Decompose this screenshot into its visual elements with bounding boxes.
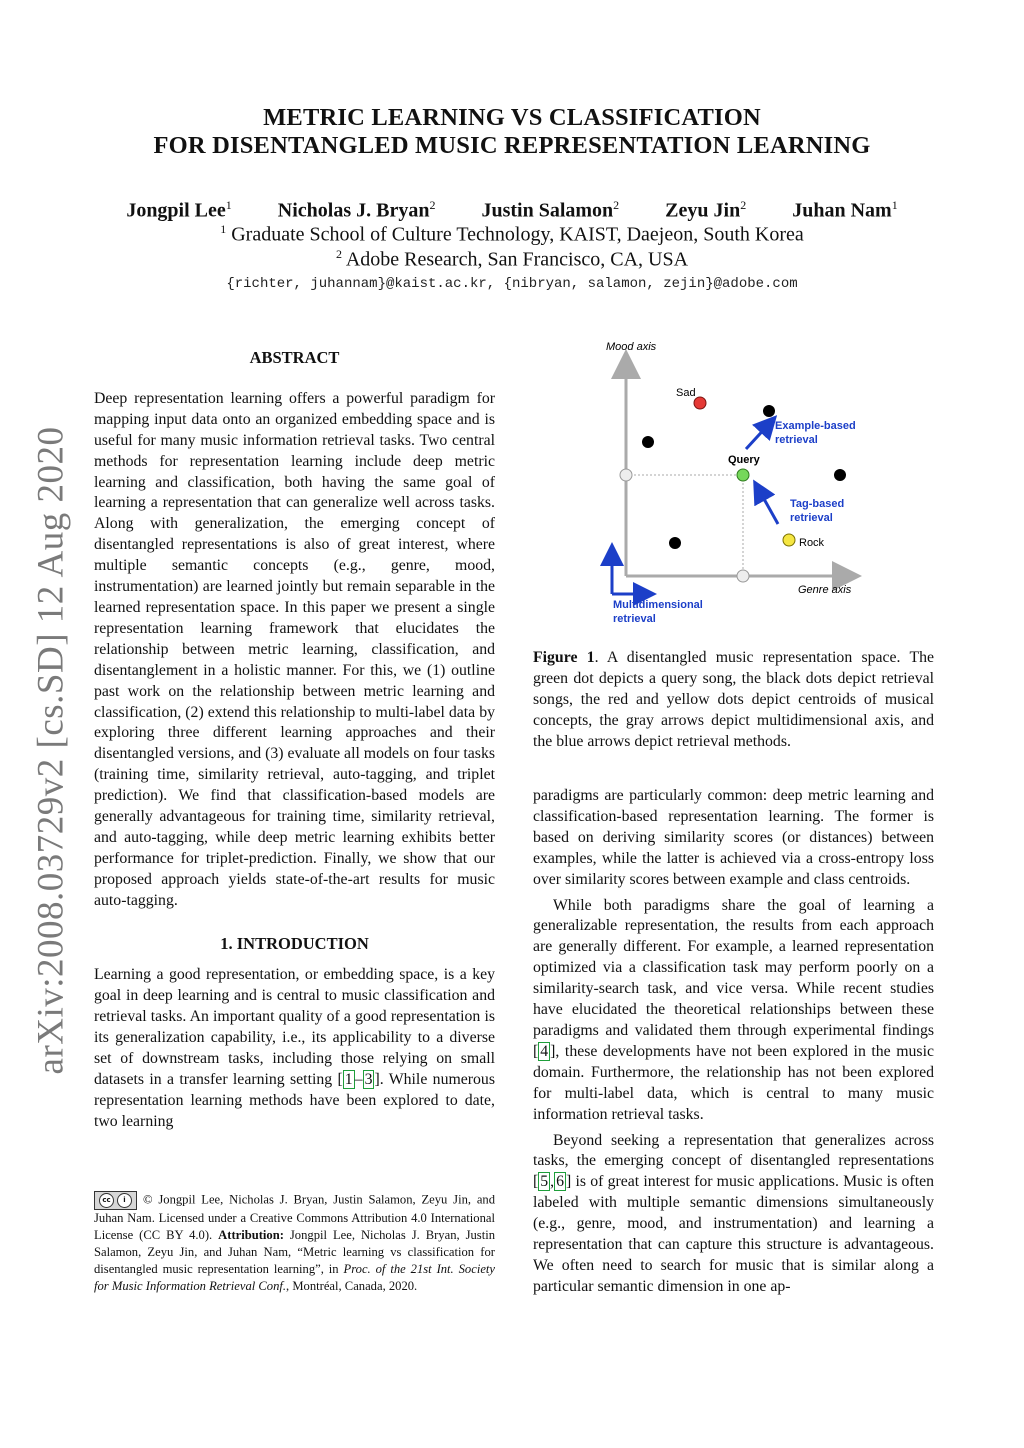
figure-1 [585, 332, 875, 632]
abstract-text: Deep representation learning offers a powerful paradigm for mapping input data onto an organized embedding space and is useful for many music information retrieval tasks. Two central methods for representation learning include deep metric learning and classification, both having the same goal of learning a representation that can generalize well across tasks. Along with generalization, the emerging concept of disentangled representations is also of great interest, where multiple semantic concepts (e.g., genre, mood, instrumentation) are learned jointly but remain separable in the learned representation space. In this paper we present a single representation learning framework that elucidates the relationship between metric learning, classification, and disentanglement in a holistic manner. For this, we (1) outline past work on the relationship between metric learning and classification, (2) extend this relationship to multi-label data by exploring three different learning approaches and their disentangled versions, and (3) evaluate all models on four tasks (training time, similarity retrieval, auto-tagging, and triplet prediction). We find that classification-based models are generally advantageous for training time, similarity retrieval, and auto-tagging, while deep metric learning exhibits better performance for triplet-prediction. Finally, we show that our proposed approach yields state-of-the-art results for music auto-tagging. [94, 389, 495, 909]
example-based-arrow [746, 424, 769, 449]
example-based-label: Example-based retrieval [775, 420, 856, 446]
author: Nicholas J. Bryan$^2$ [277, 198, 436, 222]
body-paragraph: Beyond seeking a representation that generalizes across tasks, the emerging concept of disentangled representations [ 5 , 6 ] is of great interest for music applications. Music is often labeled with multiple semantic dimensions simultaneously (e.g., genre, mood, and instrumentation) and learning a representation that can capture this structure is advantageous. We often need to search for music that is similar along a particular semantic dimension in one ap- [533, 1131, 934, 1295]
mood-axis-label: Mood axis [606, 341, 657, 353]
sad-label: Sad [676, 387, 696, 399]
author: Justin Salamon$^2$ [481, 198, 620, 222]
title-line-1: METRIC LEARNING VS CLASSIFICATION [263, 104, 761, 131]
cc-license-badge [94, 1191, 137, 1210]
tag-based-arrow [759, 490, 778, 524]
retrieval-song-dot [669, 537, 681, 549]
affiliation-1: $^1$ Graduate School of Culture Technology, KAIST, Daejeon, South Korea [220, 222, 804, 246]
cc-icon: cc [99, 1193, 114, 1208]
multidim-label: Multidimensional retrieval [613, 599, 703, 625]
rock-centroid-dot [783, 534, 795, 546]
genre-projection-dot [737, 570, 749, 582]
query-label: Query [728, 454, 760, 466]
citation-link[interactable]: 5 [540, 1173, 549, 1191]
citation-link[interactable]: 1 [344, 1071, 353, 1088]
caption-label: Figure 1 [533, 649, 595, 666]
affiliation-2: $^2$ Adobe Research, San Francisco, CA, USA [335, 247, 689, 271]
paper-title [0, 104, 1024, 160]
right-column [533, 786, 934, 1298]
retrieval-song-dot [642, 436, 654, 448]
retrieval-song-dot [763, 405, 775, 417]
intro-paragraph: Learning a good representation, or embedding space, is a key goal in deep learning and is central to music classification and retrieval tasks. An important quality of a good representation is its generalization capability, i.e., its applicability to a diverse set of downstream tasks, including those relying on small datasets in a transfer learning setting [ 1 – 3 ]. While numerous representation learning methods have been explored to date, two learning [94, 966, 495, 1130]
intro-heading: 1. INTRODUCTION [220, 933, 369, 953]
author-list [0, 198, 1024, 223]
citation-link[interactable]: 4 [540, 1042, 549, 1060]
arxiv-identifier-text: arXiv:2008.03729v2 [cs.SD] 12 Aug 2020 [30, 426, 72, 1074]
body-paragraph: While both paradigms share the goal of learning a generalizable representation, the results from each approach are generally different. For example, a learned representation optimized via a classification task may perform poorly on a similarity-search task, and vice versa. While recent studies have elucidated the theoretical relationships between these paradigms and validated them through experimental findings [ 4 ], these developments have not been explored in the music domain. Furthermore, the relationship has not been explored for multi-label data, which is central to many music information retrieval tasks. [533, 896, 934, 1123]
mood-projection-dot [620, 469, 632, 481]
query-dot [737, 469, 749, 481]
retrieval-song-dot [834, 469, 846, 481]
figure-caption: Figure 1. A disentangled music representation space. The green dot depicts a query song, the black dots depict retrieval songs, the red and yellow dots depict centroids of musical concepts, the gray arrows depict multidimensional axis, and the blue arrows depict retrieval methods. [533, 649, 934, 750]
author: Jongpil Lee$^1$ [126, 198, 232, 222]
author: Juhan Nam$^1$ [792, 198, 898, 222]
left-column [94, 348, 495, 1133]
by-icon: i [117, 1193, 132, 1208]
title-line-2: FOR DISENTANGLED MUSIC REPRESENTATION LEARNING [153, 132, 871, 159]
abstract-heading: ABSTRACT [249, 348, 340, 367]
citation-link[interactable]: 6 [556, 1173, 565, 1191]
author-emails: {richter, juhannam}@kaist.ac.kr, {nibryan, salamon, zejin}@adobe.com [226, 276, 798, 292]
arxiv-identifier [20, 426, 82, 1074]
body-paragraph: paradigms are particularly common: deep metric learning and classification-based representation learning. The former is based on deriving similarity scores (or distances) between examples, while the latter is achieved via a cross-entropy loss over similarity scores between example and class centroids. [533, 787, 934, 888]
sad-centroid-dot [694, 397, 706, 409]
genre-axis-label: Genre axis [798, 584, 852, 596]
tag-based-label: Tag-based retrieval [790, 498, 845, 524]
citation-link[interactable]: 3 [364, 1071, 373, 1088]
author: Zeyu Jin$^2$ [665, 198, 747, 222]
rock-label: Rock [799, 537, 825, 549]
license-footnote: cc i © Jongpil Lee, Nicholas J. Bryan, Justin Salamon, Zeyu Jin, and Juhan Nam. Licensed under a Creative Commons Attribution 4.0 International License (CC BY 4.0). Attribution: Jongpil Lee, Nicholas J. Bryan, Justin Salamon, Zeyu Jin, and Juhan Nam, “Metric learning vs classification for disentangled music representation learning”, in Proc. of the 21st Int. Society for Music Information Retrieval Conf., Montréal, Canada, 2020. [94, 1192, 496, 1293]
